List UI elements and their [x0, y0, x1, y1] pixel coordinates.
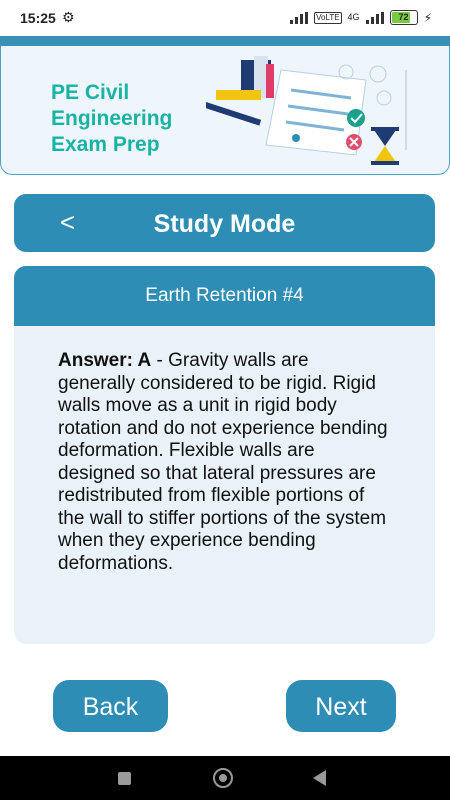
answer-card	[14, 266, 435, 644]
exam-illustration-icon	[206, 50, 421, 168]
home-icon[interactable]	[213, 768, 233, 788]
back-chevron-icon[interactable]: <	[60, 207, 76, 237]
battery-icon	[390, 10, 418, 25]
status-bar	[0, 0, 450, 36]
recents-icon[interactable]	[118, 772, 131, 785]
battery-level: 72	[398, 12, 409, 22]
answer-text: - Gravity walls are generally considered to be rigid. Rigid walls move as a unit in rigid body rotation and do not experience bending deformation. Flexible walls are designed so that lateral pressures are redistributed from flexible portions of the wall to stiffer portions of the system when they experience bending deformations.	[58, 350, 388, 574]
back-button[interactable]: Back	[53, 680, 168, 732]
volte-icon: VoLTE	[316, 12, 340, 22]
signal-icon	[290, 12, 308, 24]
app-banner	[0, 46, 450, 175]
answer-label: Answer: A	[58, 350, 152, 371]
banner-title: PE Civil Engineering Exam Prep	[51, 81, 173, 156]
next-button[interactable]: Next	[286, 680, 396, 732]
signal-icon-2	[366, 12, 384, 24]
answer-explanation	[58, 350, 388, 575]
charging-icon: ⚡	[423, 10, 432, 25]
page-title: Study Mode	[153, 210, 296, 238]
system-back-icon[interactable]	[313, 770, 326, 786]
status-time: 15:25	[20, 10, 56, 26]
network-type-label: 4G	[347, 12, 360, 22]
banner-top-bar	[0, 36, 450, 46]
study-mode-header	[14, 194, 435, 252]
question-title: Earth Retention #4	[14, 266, 435, 326]
system-nav-bar	[0, 756, 450, 800]
status-icons	[290, 10, 432, 25]
gear-icon: ⚙	[62, 9, 75, 25]
